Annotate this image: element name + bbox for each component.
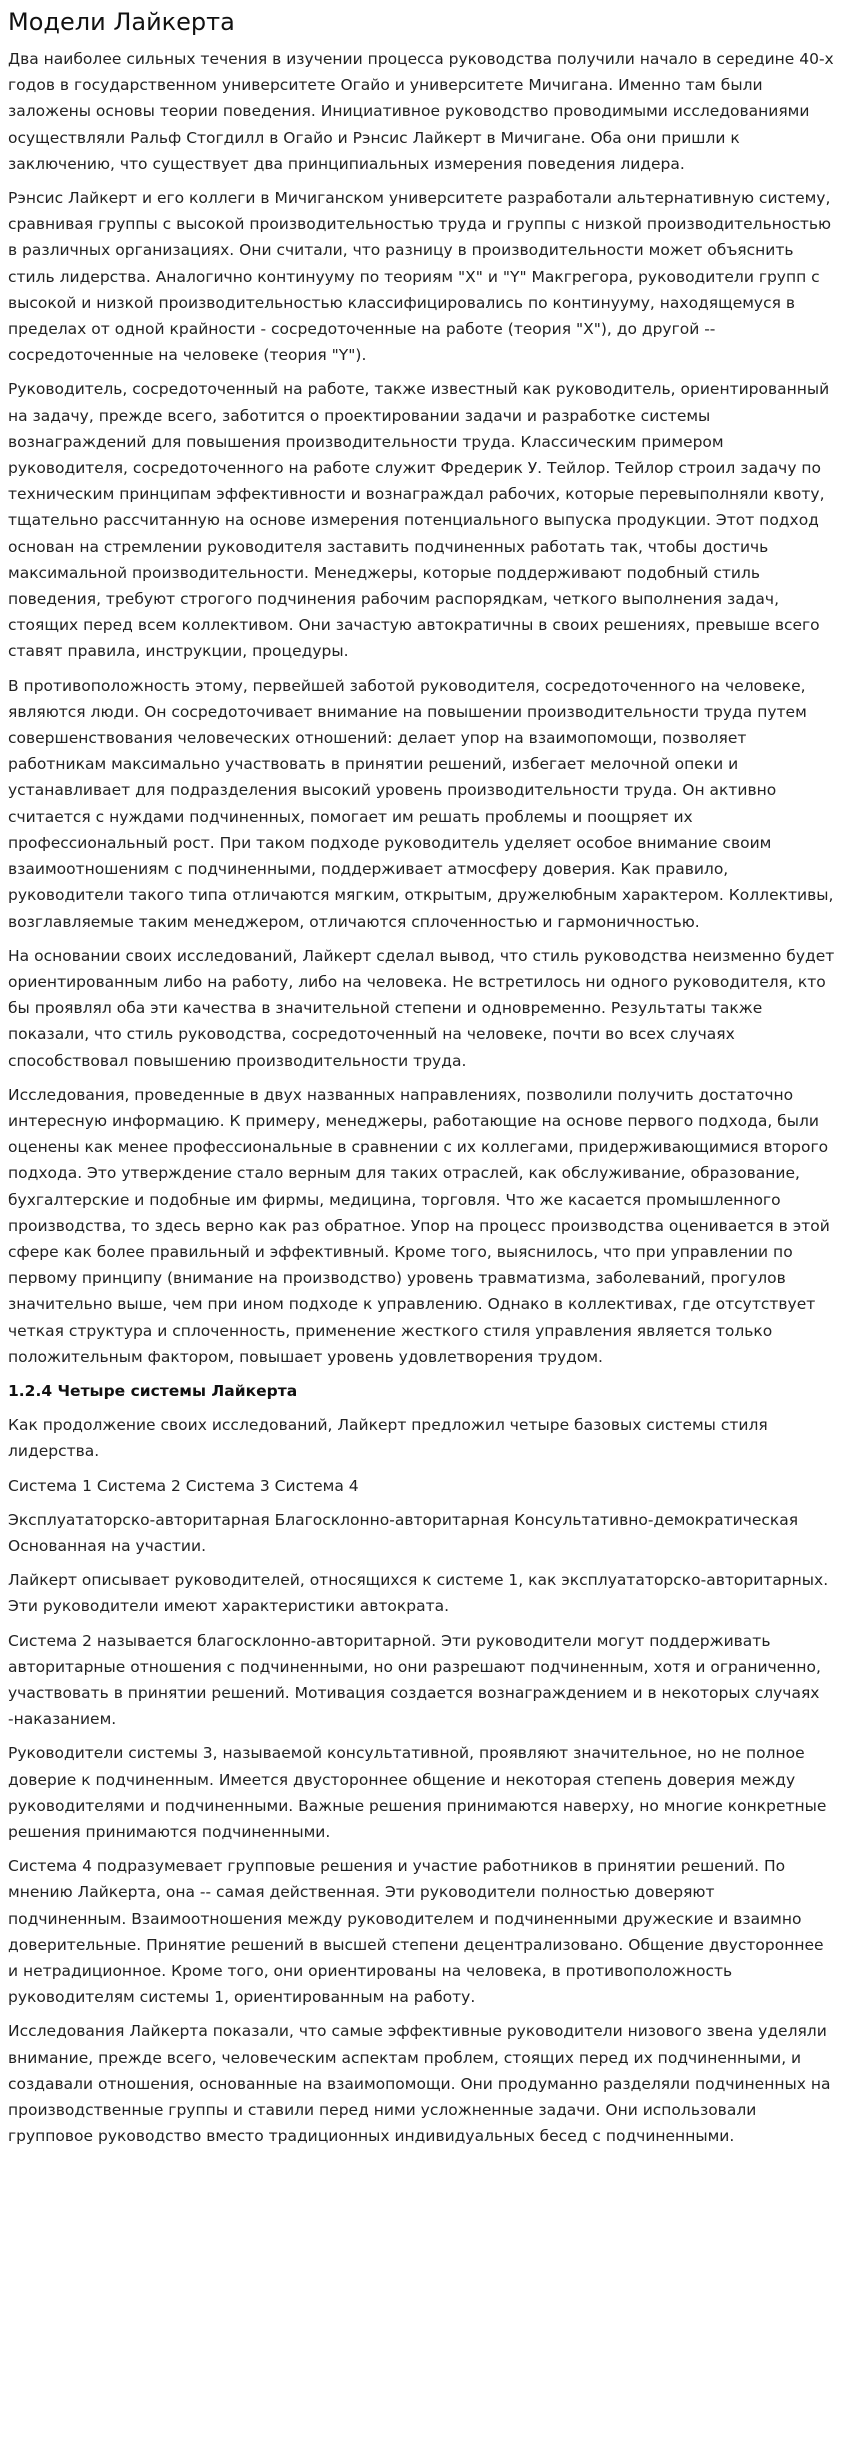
paragraph-1: Два наиболее сильных течения в изучении процесса руководства получили начало в середине 40-х годов в государственном университете Огайо и университете Мичигана. Именно там были заложены основы теории поведения. Инициативное руководство проводимыми исследованиями осуществляли Ральф Стогдилл в Огайо и Рэнсис Лайкерт в Мичигане. Оба они пришли к заключению, что существует два принципиальных измерения поведения лидера.	[8, 50, 834, 173]
paragraph-12: Руководители системы 3, называемой консультативной, проявляют значительное, но не полное доверие к подчиненным. Имеется двустороннее общение и некоторая степень доверия между руководителями и подчиненными. Важные решения принимаются наверху, но многие конкретные решения принимаются подчиненными.	[8, 1744, 827, 1841]
paragraph-7: Как продолжение своих исследований, Лайкерт предложил четыре базовых системы стиля лидерства.	[8, 1416, 768, 1461]
paragraph-11: Система 2 называется благосклонно-авторитарной. Эти руководители могут поддерживать авторитарные отношения с подчиненными, но они разрешают подчиненным, хотя и ограниченно, участвовать в принятии решений. Мотивация создается вознаграждением и в некоторых случаях -наказанием.	[8, 1631, 821, 1729]
paragraph-4: В противоположность этому, первейшей заботой руководителя, сосредоточенного на человеке, являются люди. Он сосредоточивает внимание на повышении производительности труда путем совершенствования человеческих отношений: делает упор на взаимопомощи, позволяет работникам максимально участвовать в принятии решений, избегает мелочной опеки и устанавливает для подразделения высокий уровень производительности труда. Он активно считается с нуждами подчиненных, помогает им решать проблемы и поощряет их профессиональный рост. При таком подходе руководитель уделяет особое внимание своим взаимоотношениям с подчиненными, поддерживает атмосферу доверия. Как правило, руководители такого типа отличаются мягким, открытым, дружелюбным характером. Коллективы, возглавляемые таким менеджером, отличаются сплоченностью и гармоничностью.	[8, 676, 834, 931]
section-heading: 1.2.4 Четыре системы Лайкерта	[8, 1381, 298, 1400]
paragraph-systems-names: Эксплуататорско-авторитарная Благосклонно-авторитарная Консультативно-демократическая Основанная на участии.	[8, 1510, 799, 1555]
paragraph-2: Рэнсис Лайкерт и его коллеги в Мичиганском университете разработали альтернативную систему, сравнивая группы с высокой производительностью труда и группы с низкой производительностью в различных организациях. Они считали, что разницу в производительности может объяснить стиль лидерства. Аналогично континууму по теориям "X" и "Y" Макгрегора, руководители групп с высокой и низкой производительностью классифицировались по континууму, находящемуся в пределах от одной крайности - сосредоточенные на работе (теория "X"), до другой -- сосредоточенные на человеке (теория "Y").	[8, 189, 832, 365]
paragraph-14: Исследования Лайкерта показали, что самые эффективные руководители низового звена уделяли внимание, прежде всего, человеческим аспектам проблем, стоящих перед их подчиненными, и создавали отношения, основанные на взаимопомощи. Они продуманно разделяли подчиненных на производственные группы и ставили перед ними усложненные задачи. Они использовали групповое руководство вместо традиционных индивидуальных бесед с подчиненными.	[8, 2022, 831, 2146]
paragraph-systems-list: Система 1 Система 2 Система 3 Система 4	[8, 1476, 359, 1495]
paragraph-5: На основании своих исследований, Лайкерт сделал вывод, что стиль руководства неизменно будет ориентированным либо на работу, либо на человека. Не встретилось ни одного руководителя, кто бы проявлял оба эти качества в значительной степени и одновременно. Результаты также показали, что стиль руководства, сосредоточенный на человеке, почти во всех случаях способствовал повышению производительности труда.	[8, 946, 835, 1070]
page-title: Модели Лайкерта	[8, 8, 235, 36]
paragraph-3: Руководитель, сосредоточенный на работе, также известный как руководитель, ориентированный на задачу, прежде всего, заботится о проектировании задачи и разработке системы вознаграждений для повышения производительности труда. Классическим примером руководителя, сосредоточенного на работе служит Фредерик У. Тейлор. Тейлор строил задачу по техническим принципам эффективности и вознаграждал рабочих, которые перевыполняли квоту, тщательно рассчитанную на основе измерения потенциального выпуска продукции. Этот подход основан на стремлении руководителя заставить подчиненных работать так, чтобы достичь максимальной производительности. Менеджеры, которые поддерживают подобный стиль поведения, требуют строгого подчинения рабочим распорядкам, четкого выполнения задач, стоящих перед всем коллективом. Они зачастую автократичны в своих решениях, превыше всего ставят правила, инструкции, процедуры.	[8, 380, 830, 661]
paragraph-10: Лайкерт описывает руководителей, относящихся к системе 1, как эксплуататорско-авторитарных. Эти руководители имеют характеристики автократа.	[8, 1571, 829, 1616]
paragraph-13: Система 4 подразумевает групповые решения и участие работников в принятии решений. По мнению Лайкерта, она -- самая действенная. Эти руководители полностью доверяют подчиненным. Взаимоотношения между руководителем и подчиненными дружеские и взаимно доверительные. Принятие решений в высшей степени децентрализовано. Общение двустороннее и нетрадиционное. Кроме того, они ориентированы на человека, в противоположность руководителям системы 1, ориентированным на работу.	[8, 1857, 824, 2007]
paragraph-6: Исследования, проведенные в двух названных направлениях, позволили получить достаточно интересную информацию. К примеру, менеджеры, работающие на основе первого подхода, были оценены как менее профессиональные в сравнении с их коллегами, придерживающимися второго подхода. Это утверждение стало верным для таких отраслей, как обслуживание, образование, бухгалтерские и подобные им фирмы, медицина, торговля. Что же касается промышленного производства, то здесь верно как раз обратное. Упор на процесс производства оценивается в этой сфере как более правильный и эффективный. Кроме того, выяснилось, что при управлении по первому принципу (внимание на производство) уровень травматизма, заболеваний, прогулов значительно выше, чем при ином подходе к управлению. Однако в коллективах, где отсутствует четкая структура и сплоченность, применение жесткого стиля управления является только положительным фактором, повышает уровень удовлетворения трудом.	[8, 1085, 830, 1366]
